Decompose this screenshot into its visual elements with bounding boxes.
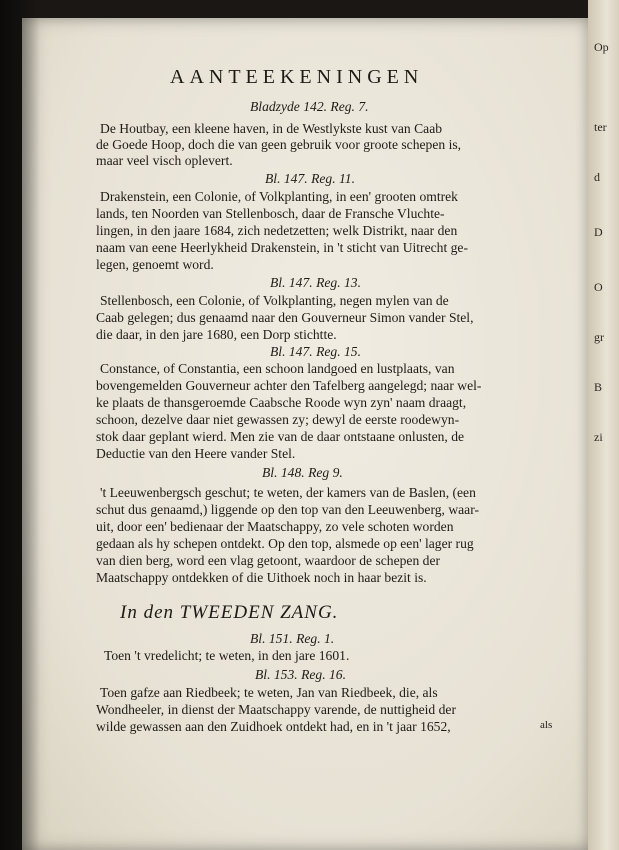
- facing-page-fragment: d: [594, 170, 600, 184]
- facing-page-fragment: zi: [594, 430, 603, 444]
- reference-heading: Bladzyde 142. Reg. 7.: [250, 99, 369, 114]
- text-line: stok daar geplant wierd. Men zie van de daar ontstaane onlusten, de: [96, 429, 465, 444]
- facing-page-fragment: O: [594, 280, 603, 294]
- reference-heading: Bl. 148. Reg 9.: [262, 465, 343, 480]
- text-line: die daar, in den jare 1680, een Dorp stichtte.: [96, 327, 337, 342]
- text-line: lands, ten Noorden van Stellenbosch, daar de Fransche Vluchte-: [96, 206, 445, 221]
- text-line: bovengemelden Gouverneur achter den Tafelberg aangelegd; naar wel-: [96, 378, 482, 393]
- text-line: ke plaats de thansgeroemde Caabsche Roode wyn zyn' naam draagt,: [96, 395, 467, 410]
- text-line: de Goede Hoop, doch die van geen gebruik voor groote schepen is,: [96, 137, 462, 152]
- facing-page-edge: [588, 0, 619, 850]
- text-line: Deductie van den Heere vander Stel.: [96, 446, 296, 461]
- text-line: van dien berg, word een vlag getoont, waardoor de schepen der: [96, 553, 440, 568]
- facing-page-fragment: Op: [594, 40, 609, 54]
- reference-heading: Bl. 153. Reg. 16.: [255, 667, 346, 682]
- facing-page-fragment: ter: [594, 120, 607, 134]
- text-line: Stellenbosch, een Colonie, of Volkplanting, negen mylen van de: [100, 293, 449, 308]
- text-line: Toen gafze aan Riedbeek; te weten, Jan van Riedbeek, die, als: [100, 685, 438, 700]
- text-line: Drakenstein, een Colonie, of Volkplanting, in een' grooten omtrek: [100, 189, 458, 204]
- text-line: Wondheeler, in dienst der Maatschappy varende, de nuttigheid der: [96, 702, 456, 717]
- text-line: schut dus genaamd,) liggende op den top van den Leeuwenberg, waar-: [96, 502, 479, 517]
- text-line: als: [540, 719, 553, 731]
- reference-heading: Bl. 151. Reg. 1.: [250, 631, 335, 646]
- text-line: wilde gewassen aan den Zuidhoek ontdekt had, en in 't jaar 1652,: [96, 719, 451, 734]
- section-heading: In den TWEEDEN ZANG.: [120, 602, 339, 623]
- page-header: AANTEEKENINGEN: [170, 66, 424, 88]
- reference-heading: Bl. 147. Reg. 13.: [270, 275, 361, 290]
- text-line: 't Leeuwenbergsch geschut; te weten, der kamers van de Baslen, (een: [100, 485, 476, 500]
- text-line: lingen, in den jaare 1684, zich nedetzetten; welk Distrikt, naar den: [96, 223, 458, 238]
- reference-heading: Bl. 147. Reg. 11.: [265, 171, 355, 186]
- text-line: maar veel visch oplevert.: [96, 153, 233, 168]
- text-line: uit, door een' bedienaar der Maatschappy, zo vele schoten worden: [96, 519, 454, 534]
- facing-page-fragment: D: [594, 225, 603, 239]
- text-line: Toen 't vredelicht; te weten, in den jare 1601.: [104, 648, 350, 663]
- text-line: De Houtbay, een kleene haven, in de Westlykste kust van Caab: [100, 121, 443, 136]
- facing-page-fragment: gr: [594, 330, 604, 344]
- text-line: Constance, of Constantia, een schoon landgoed en lustplaats, van: [100, 361, 455, 376]
- text-line: legen, genoemt word.: [96, 257, 214, 272]
- text-line: Caab gelegen; dus genaamd naar den Gouverneur Simon vander Stel,: [96, 310, 474, 325]
- text-line: schoon, dezelve daar niet gewassen zy; dewyl de eerste roodewyn-: [96, 412, 460, 427]
- text-line: Maatschappy ontdekken of die Uithoek noch in haar bezit is.: [96, 570, 427, 585]
- text-line: naam van eene Heerlykheid Drakenstein, in 't sticht van Uitrecht ge-: [96, 240, 468, 255]
- text-line: gedaan als hy schepen ontdekt. Op den top, alsmede op een' lager rug: [96, 536, 474, 551]
- facing-page-fragment: B: [594, 380, 603, 394]
- reference-heading: Bl. 147. Reg. 15.: [270, 344, 361, 359]
